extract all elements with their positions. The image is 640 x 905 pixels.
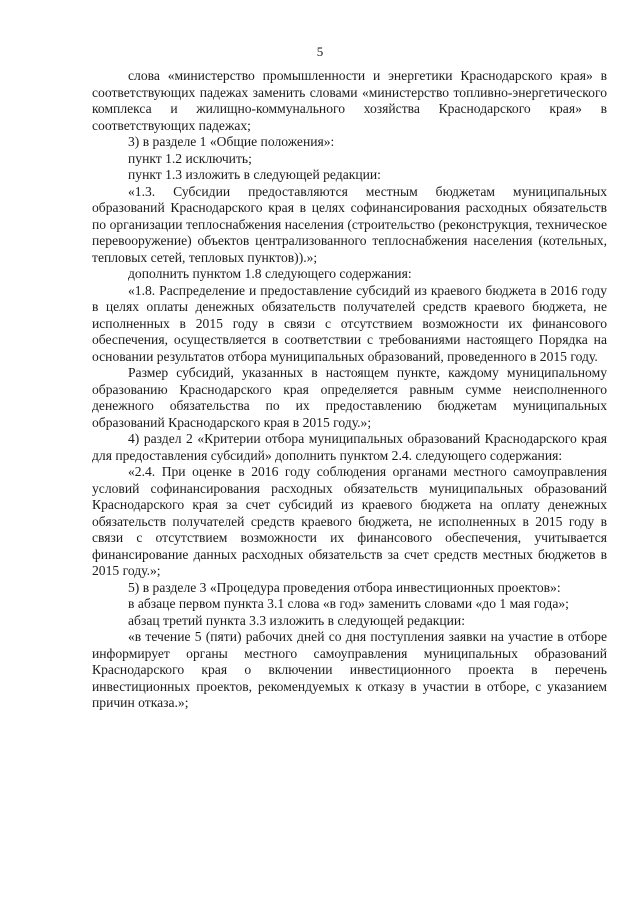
paragraph: 4) раздел 2 «Критерии отбора муниципальных образований Краснодарского края для предоставления субсидий» дополнить пунктом 2.4. следующего содержания: [92, 431, 607, 463]
paragraph: «1.3. Субсидии предоставляются местным бюджетам муниципальных образований Краснодарского края в целях софинансирования расходных обязательств по организации теплоснабжения населения (строительство (реконструкция, техническое перевооружение) объектов централизованного теплоснабжения населения (котельных, тепловых сетей, тепловых пунктов)).»; [92, 183, 607, 265]
paragraph: пункт 1.2 исключить; [128, 150, 252, 166]
paragraph: дополнить пунктом 1.8 следующего содержания: [128, 266, 412, 281]
paragraph: слова «министерство промышленности и энергетики Краснодарского края» в соответствующих падежах заменить словами «министерство топливно-энергетического комплекса и жилищно-коммунального хозяйства Краснодарского края» в соответствующих падежах; [92, 68, 607, 133]
paragraph: «в течение 5 (пяти) рабочих дней со дня поступления заявки на участие в отборе информирует органы местного самоуправления муниципальных образований Краснодарского края о включении инвестиционного проекта в перечень инвестиционных проектов, рекомендуемых к отказу в участии в отборе, с указанием причин отказа.»; [92, 629, 607, 710]
paragraph: Размер субсидий, указанных в настоящем пункте, каждому муниципальному образованию Краснодарского края определяется равным сумме неисполненного денежного обязательства по их предоставлению бюджетам муниципальных образований Краснодарского края в 2015 году.»; [92, 365, 607, 430]
paragraph: 5) в разделе 3 «Процедура проведения отбора инвестиционных проектов»: [128, 579, 561, 595]
document-body [92, 68, 607, 712]
paragraph: в абзаце первом пункта 3.1 слова «в год» заменить словами «до 1 мая года»; [128, 596, 569, 611]
paragraph: абзац третий пункта 3.3 изложить в следующей редакции: [128, 612, 465, 628]
page-number: 5 [316, 44, 324, 59]
paragraph: «2.4. При оценке в 2016 году соблюдения органами местного самоуправления условий софинансирования расходных обязательств муниципальных образований Краснодарского края за счет субсидий из краевого бюджета на оплату денежных обязательств получателей средств краевого бюджета, не исполненных в 2015 году в связи с отсутствием возможности их финансового обеспечения, учитывается финансирование данных расходных обязательств за счет средств местных бюджетов в 2015 году.»; [92, 464, 607, 578]
paragraph: «1.8. Распределение и предоставление субсидий из краевого бюджета в 2016 году в целях оплаты денежных обязательств получателей средств краевого бюджета, не исполненных в 2015 году в связи с отсутствием возможности их финансового обеспечения, осуществляется в соответствии с требованиями настоящего Порядка на основании результатов отбора муниципальных образований, проведенного в 2015 году. [92, 282, 607, 364]
paragraph: пункт 1.3 изложить в следующей редакции: [128, 167, 381, 182]
paragraph: 3) в разделе 1 «Общие положения»: [128, 134, 335, 149]
